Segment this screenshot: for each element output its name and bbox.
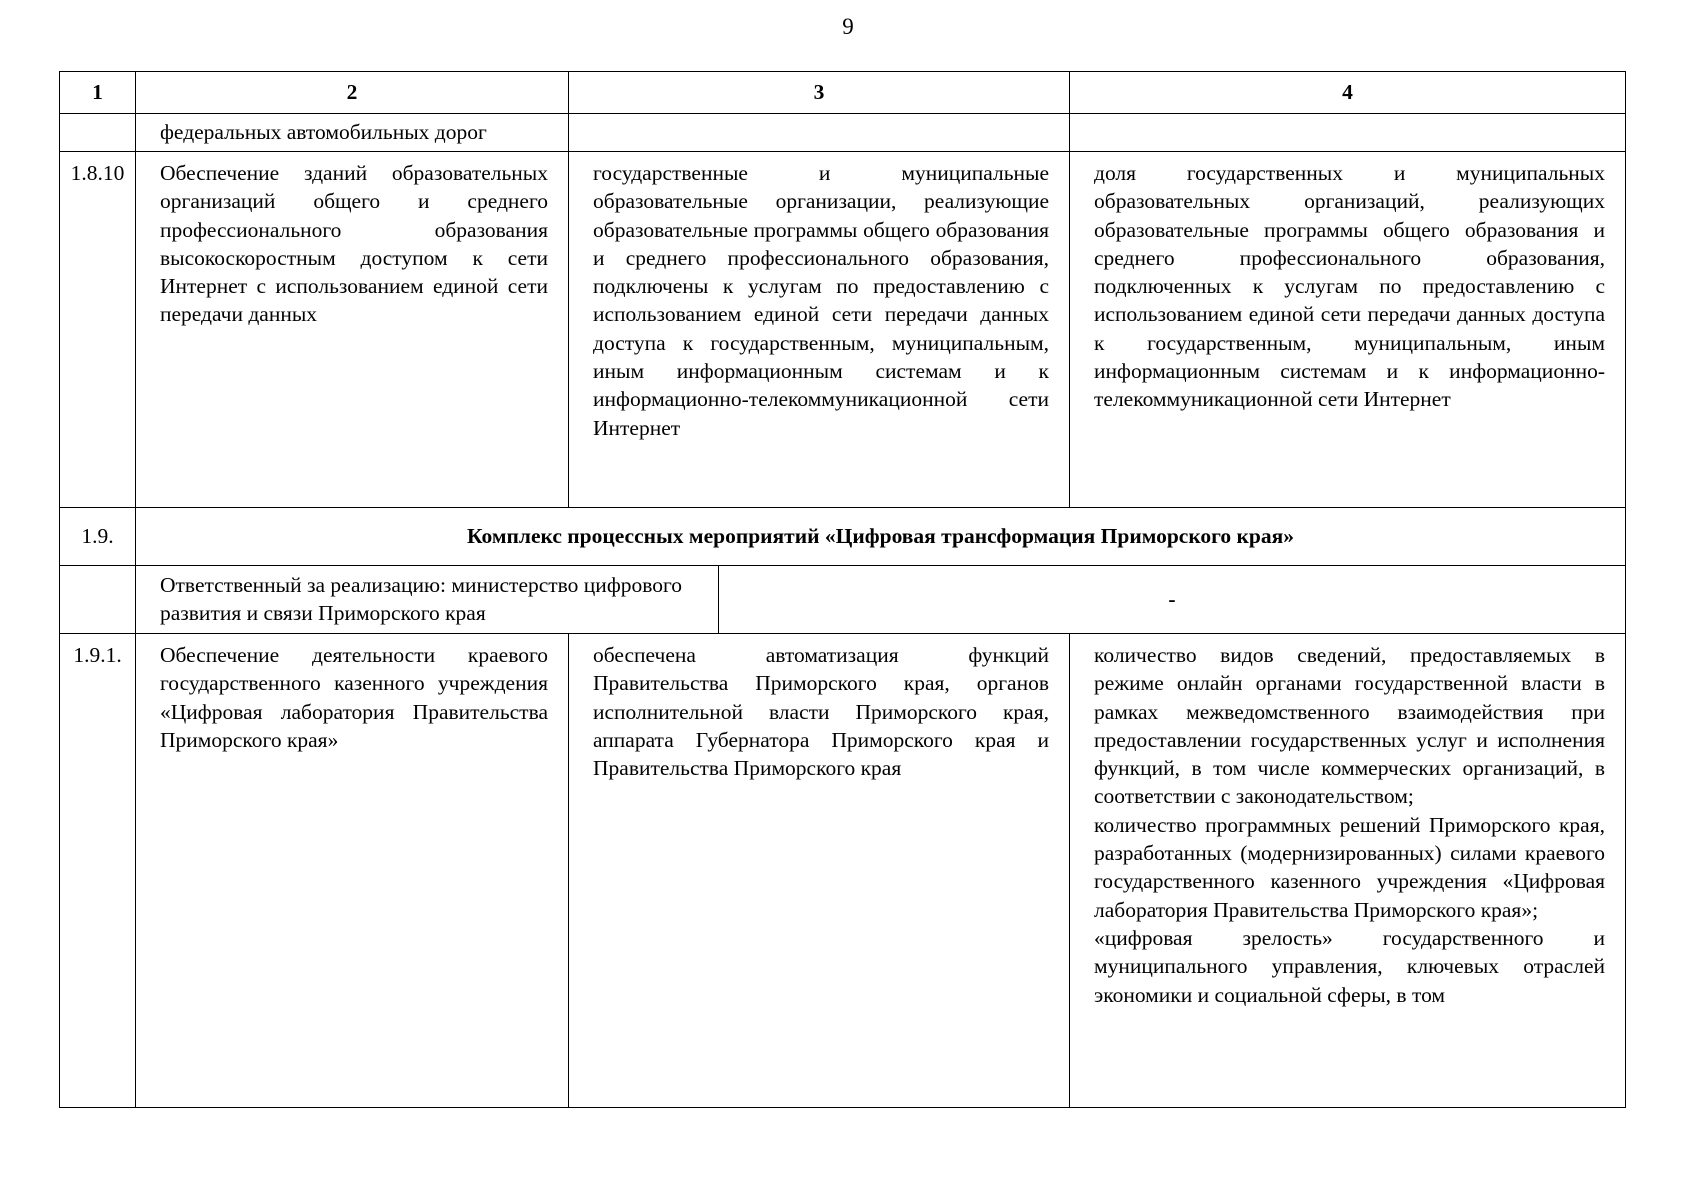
indicator-item: «цифровая зрелость» государственного и муниципального управления, ключевых отраслей экономики и социальной сферы, в том (1094, 925, 1605, 1007)
continuation-col4 (1070, 114, 1626, 152)
table-row-1-9-1 (60, 634, 1626, 1108)
header-col-2: 2 (136, 72, 569, 114)
table-header-row (60, 72, 1626, 114)
table-row-responsible (60, 566, 1626, 634)
table-row-continuation (60, 114, 1626, 152)
header-col-1: 1 (60, 72, 136, 114)
section-number: 1.9. (60, 508, 136, 566)
continuation-num-cell (60, 114, 136, 152)
responsible-num-cell (60, 566, 136, 634)
page-number: 9 (842, 14, 854, 39)
row-1-9-1-result: обеспечена автоматизация функций Правительства Приморского края, органов исполнительной власти Приморского края, аппарата Губернатора Приморского края и Правительства Приморского края (569, 634, 1070, 1108)
header-col-4: 4 (1070, 72, 1626, 114)
row-number: 1.9.1. (60, 634, 136, 1108)
responsible-value: - (719, 566, 1626, 634)
row-1-8-10-result: государственные и муниципальные образовательные организации, реализующие образовательные программы общего образования и среднего профессионального образования, подключены к услугам по предоставлению с использованием единой сети передачи данных доступа к государственным, муниципальным, иным информационным системам и к информационно-телекоммуникационной сети Интернет (569, 152, 1070, 508)
table-row-1-8-10 (60, 152, 1626, 508)
section-title: Комплекс процессных мероприятий «Цифровая трансформация Приморского края» (136, 508, 1626, 566)
continuation-col3 (569, 114, 1070, 152)
row-number: 1.8.10 (60, 152, 136, 508)
indicator-item: количество программных решений Приморского края, разработанных (модернизированных) силами краевого государственного казенного учреждения «Цифровая лаборатория Правительства Приморского края»; (1094, 812, 1605, 922)
row-1-8-10-indicator: доля государственных и муниципальных образовательных организаций, реализующих образовательные программы общего образования и среднего профессионального образования, подключенных к услугам по предоставлению с использованием единой сети передачи данных доступа к государственным, муниципальным, иным информационным системам и к информационно-телекоммуникационной сети Интернет (1070, 152, 1626, 508)
row-1-9-1-activity: Обеспечение деятельности краевого государственного казенного учреждения «Цифровая лаборатория Правительства Приморского края» (136, 634, 569, 1108)
continuation-col2: федеральных автомобильных дорог (136, 114, 569, 152)
indicator-item: количество видов сведений, предоставляемых в режиме онлайн органами государственной власти в рамках межведомственного взаимодействия при предоставлении государственных услуг и исполнения функций, в том числе коммерческих организаций, в соответствии с законодательством; (1094, 643, 1605, 809)
table-row-section-1-9 (60, 508, 1626, 566)
responsible-text: Ответственный за реализацию: министерство цифрового развития и связи Приморского края (136, 566, 719, 634)
header-col-3: 3 (569, 72, 1070, 114)
measures-table (59, 71, 1626, 1108)
row-1-9-1-indicator (1070, 634, 1626, 1108)
row-1-8-10-activity: Обеспечение зданий образовательных организаций общего и среднего профессионального образования высокоскоростным доступом к сети Интернет с использованием единой сети передачи данных (136, 152, 569, 508)
